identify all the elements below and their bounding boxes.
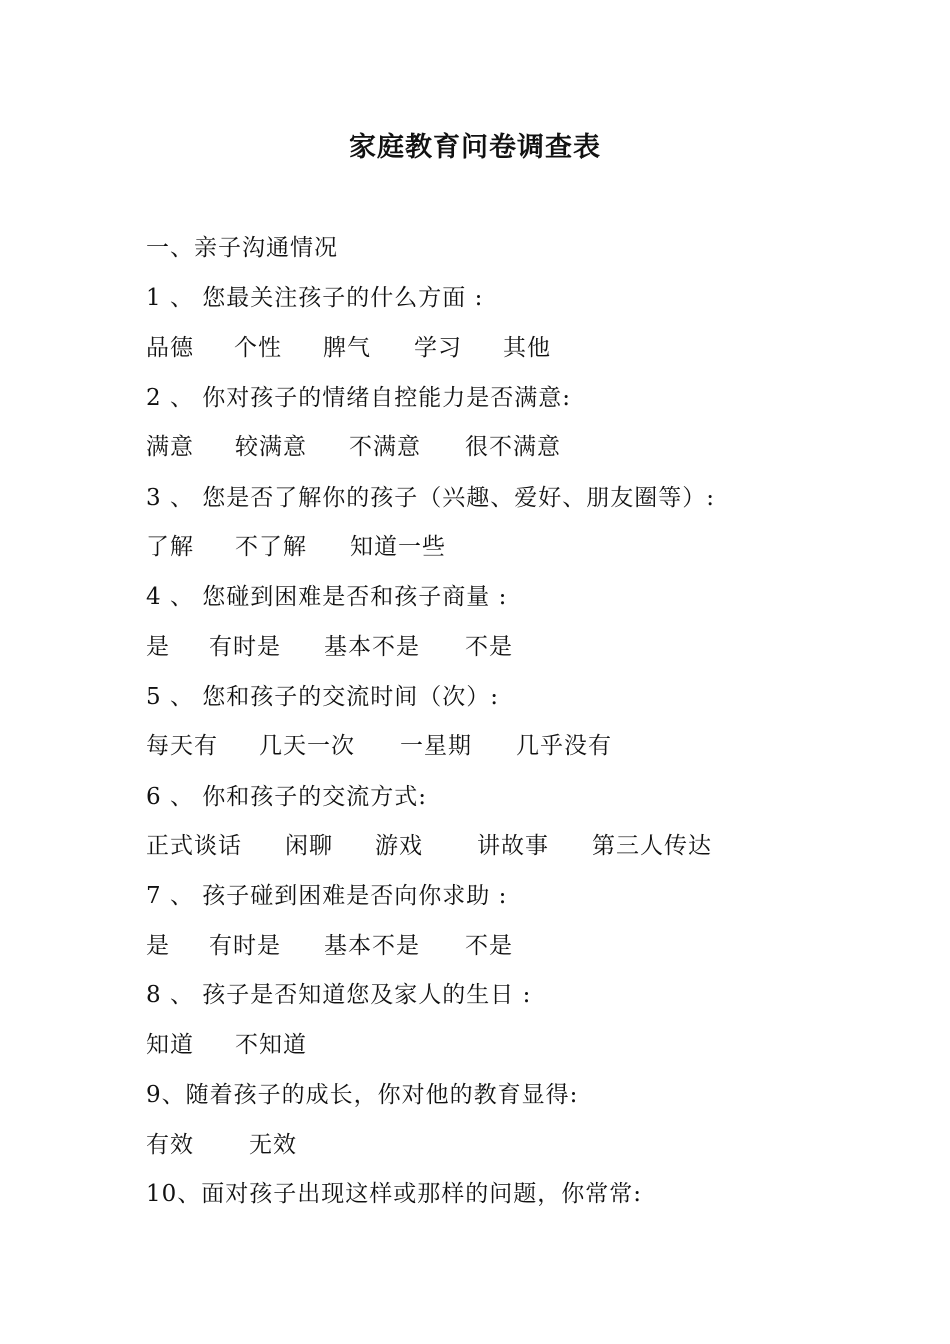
option: 不是 xyxy=(465,933,513,959)
option: 不是 xyxy=(465,634,513,660)
option: 脾气 xyxy=(323,335,371,361)
question-10: 10、面对孩子出现这样或那样的问题，你常常: xyxy=(146,1181,643,1207)
question-6: 6 、 你和孩子的交流方式: xyxy=(146,784,428,810)
options-4 xyxy=(146,630,513,664)
option: 较满意 xyxy=(235,434,307,460)
options-9 xyxy=(146,1128,297,1162)
options-2 xyxy=(146,430,561,464)
option: 不知道 xyxy=(235,1032,307,1058)
option: 是 xyxy=(146,933,170,959)
question-7: 7 、 孩子碰到困难是否向你求助 : xyxy=(146,883,508,909)
options-3 xyxy=(146,530,446,564)
option: 有时是 xyxy=(209,634,281,660)
option: 无效 xyxy=(249,1132,297,1158)
options-6 xyxy=(146,829,712,863)
option: 几乎没有 xyxy=(516,733,612,759)
option: 有时是 xyxy=(209,933,281,959)
question-5: 5 、 您和孩子的交流时间（次）: xyxy=(146,684,500,710)
option: 品德 xyxy=(146,335,194,361)
option: 是 xyxy=(146,634,170,660)
option: 不满意 xyxy=(349,434,421,460)
question-8: 8 、 孩子是否知道您及家人的生日 : xyxy=(146,982,532,1008)
question-9: 9、随着孩子的成长，你对他的教育显得: xyxy=(146,1082,579,1108)
document-title: 家庭教育问卷调查表 xyxy=(349,132,601,163)
option: 其他 xyxy=(503,335,551,361)
option: 个性 xyxy=(234,335,282,361)
options-7 xyxy=(146,929,513,963)
question-4: 4 、 您碰到困难是否和孩子商量 : xyxy=(146,584,508,610)
option: 基本不是 xyxy=(324,933,420,959)
option: 第三人传达 xyxy=(592,833,712,859)
option: 了解 xyxy=(146,534,194,560)
section-heading: 一、亲子沟通情况 xyxy=(146,235,338,261)
option: 有效 xyxy=(146,1132,194,1158)
option: 正式谈话 xyxy=(146,833,242,859)
option: 一星期 xyxy=(400,733,472,759)
options-1 xyxy=(146,331,551,365)
option: 每天有 xyxy=(146,733,218,759)
option: 知道 xyxy=(146,1032,194,1058)
question-2: 2 、 你对孩子的情绪自控能力是否满意: xyxy=(146,385,572,411)
option: 讲故事 xyxy=(477,833,549,859)
question-3: 3 、 您是否了解你的孩子（兴趣、爱好、朋友圈等）: xyxy=(146,485,716,511)
question-1: 1 、 您最关注孩子的什么方面 : xyxy=(146,285,484,311)
option: 基本不是 xyxy=(324,634,420,660)
option: 闲聊 xyxy=(285,833,333,859)
options-8 xyxy=(146,1028,307,1062)
option: 几天一次 xyxy=(259,733,355,759)
option: 满意 xyxy=(146,434,194,460)
option: 不了解 xyxy=(235,534,307,560)
option: 游戏 xyxy=(375,833,423,859)
options-5 xyxy=(146,729,612,763)
option: 知道一些 xyxy=(350,534,446,560)
option: 学习 xyxy=(414,335,462,361)
option: 很不满意 xyxy=(465,434,561,460)
